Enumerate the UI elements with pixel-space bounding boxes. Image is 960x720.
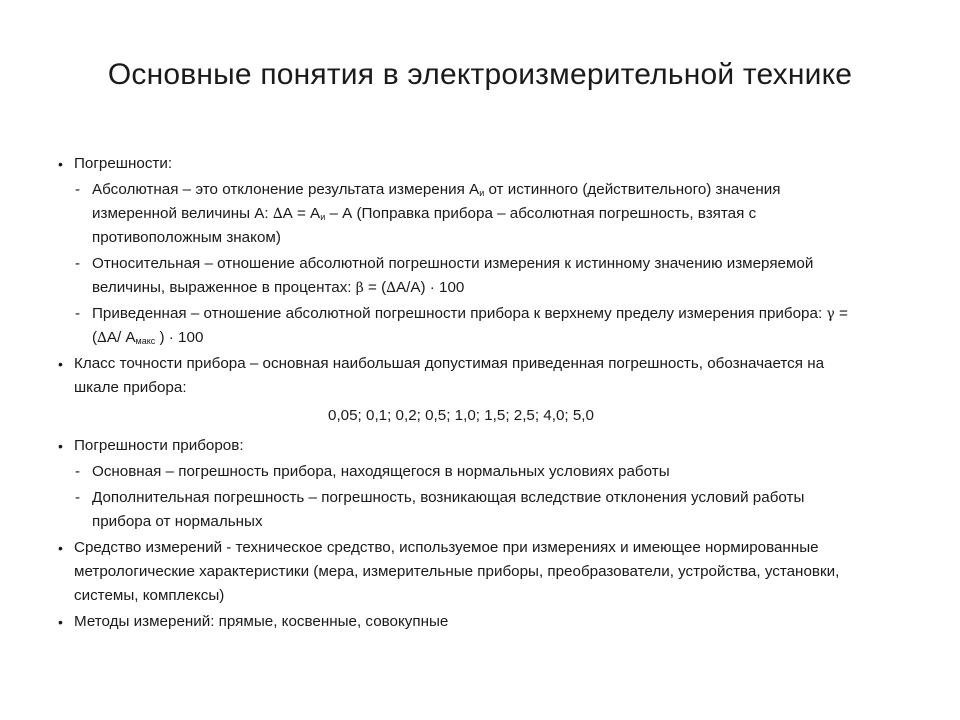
bullet-accuracy-class — [58, 352, 848, 400]
dash-icon: - — [75, 255, 81, 272]
bullet-methods — [58, 610, 848, 634]
bullet-icon: • — [58, 614, 63, 630]
absolute-text-2: от истинного (действительного) значения измеренной величины А: — [92, 181, 781, 222]
bullet-instrument-errors — [58, 434, 848, 458]
subitem-reduced-error — [58, 302, 848, 350]
relative-text-3: А/А) · 100 — [395, 279, 465, 296]
additional-error-text: Дополнительная погрешность – погрешность, возникающая вследствие отклонения условий работы прибора от нормальных — [92, 489, 805, 530]
dash-icon: - — [75, 463, 81, 480]
delta-symbol: ∆ — [272, 206, 283, 222]
subitem-absolute-error — [58, 178, 848, 250]
subitem-additional-error — [58, 486, 848, 534]
reduced-sub: макс — [135, 336, 156, 346]
dash-icon: - — [75, 489, 81, 506]
methods-text: Методы измерений: прямые, косвенные, совокупные — [74, 613, 449, 630]
absolute-sub-1: и — [479, 188, 485, 198]
slide-title: Основные понятия в электроизмерительной технике — [107, 58, 853, 91]
relative-text-2: = ( — [363, 279, 387, 296]
measuring-means-text: Средство измерений - техническое средство, используемое при измерениях и имеющее нормированные метрологические характеристики (мера, измерительные приборы, преобразователи, устройства, установки, системы, комплексы) — [74, 539, 840, 604]
bullet-icon: • — [58, 438, 63, 454]
accuracy-class-text: Класс точности прибора – основная наибольшая допустимая приведенная погрешность, обозначается на шкале прибора: — [74, 355, 825, 396]
delta-symbol: ∆ — [386, 280, 396, 296]
bullet-errors — [58, 152, 848, 176]
bullet-measuring-means — [58, 536, 848, 608]
absolute-text-3: А = А — [282, 205, 321, 222]
relative-text-1: Относительная – отношение абсолютной погрешности измерения к истинному значению измеряемой величины, выраженное в процентах: — [92, 255, 814, 296]
absolute-text-4: – А (Поправка прибора – абсолютная погрешность, взятая с противоположным знаком) — [92, 205, 757, 246]
dash-icon: - — [75, 305, 81, 322]
absolute-text-1: Абсолютная – это отклонение результата измерения А — [92, 181, 480, 198]
instrument-errors-heading: Погрешности приборов: — [74, 437, 244, 454]
reduced-text-2: = ( — [92, 305, 848, 346]
subitem-relative-error — [58, 252, 848, 300]
bullet-icon: • — [58, 540, 63, 556]
basic-error-text: Основная – погрешность прибора, находящегося в нормальных условиях работы — [92, 463, 670, 480]
subitem-basic-error — [58, 460, 848, 484]
reduced-text-3: А/ А — [106, 329, 136, 346]
delta-symbol: ∆ — [97, 330, 107, 346]
reduced-text-1: Приведенная – отношение абсолютной погрешности прибора к верхнему пределу измерения прибора: — [92, 305, 827, 322]
reduced-text-4: ) · 100 — [155, 329, 204, 346]
gamma-symbol: γ — [826, 306, 835, 322]
bullet-icon: • — [58, 356, 63, 372]
beta-symbol: β — [355, 280, 364, 296]
accuracy-class-values: 0,05; 0,1; 0,2; 0,5; 1,0; 1,5; 2,5; 4,0; 5,0 — [328, 407, 594, 424]
errors-heading: Погрешности: — [74, 155, 173, 172]
bullet-icon: • — [58, 156, 63, 172]
slide-content — [58, 152, 848, 636]
absolute-sub-2: и — [320, 212, 326, 222]
dash-icon: - — [75, 181, 81, 198]
